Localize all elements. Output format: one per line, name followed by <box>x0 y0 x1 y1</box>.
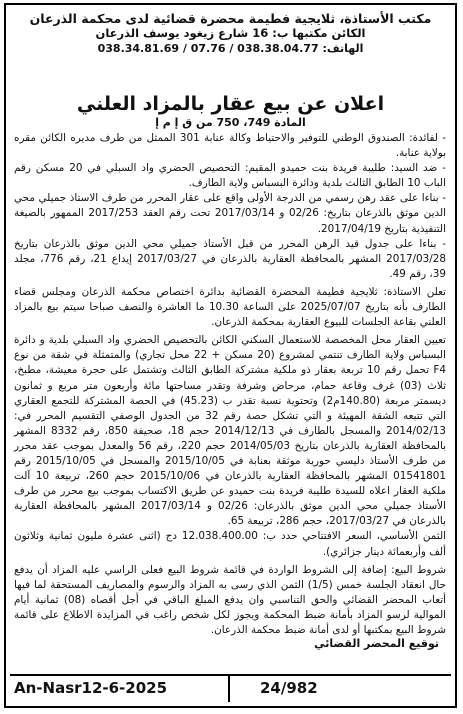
notice-title: اعلان عن بيع عقار بالمزاد العلني <box>76 93 385 115</box>
phone-label: الهاتف: <box>322 42 364 55</box>
starting-price-paragraph: الثمن الأساسي، السعر الافتتاحي حدد ب: 12.038.400.00 دج (اثنى عشرة مليون ثمانية وثلاثون ألف وأربعمائة دينار جزائري). <box>14 530 446 558</box>
phone-numbers: 038.34.81.69 / 07.76 / 038.38.04.77 <box>97 42 319 55</box>
property-description-paragraph: تعيين العقار محل المخصصة للاستعمال السكني الكائن بالتحصيص الحضري واد السبلي بلدية و دائرة البسباس ولاية الطارف تنتمي لمشروع (20 مسكن + 22 محل تجاري) والمتمثلة في شقة من نوع F4 تحمل رقم 10 تربعة بعقار ذو ملكية مشتركة الطابق الثالث وتشتمل على حجرة معيشة، مطبخ، ثلاث (03) غرف وقاعة حمام، مرحاض وشرفة وتقدر مساحتها مائة وأربعون متر مربع و ثمانون ديسمتر مربعة (140.80م2) وتحتوية نسبة تقدر ب (45.23) في الحصة المشتركة للتجمع العقاري التي تتبعه الشقة المهيئة و التي تشكل حصة رقم 32 من الجدول الوصفي التقسيم المحرر في: 2014/02/13 والمسجل بالطارف في 2014/12/13 حجم 18، صحيفة 850، رقم 8332 المشهر بالمحافظة العقارية بالذرعان بتاريخ 2014/05/03 حجم 220، رقم 56 والمعدل بموجب عقد محرر من طرف الأستاذ دليسي حورية موثقة بعنابة في 2015/10/05 والمسجل في 2015/10/05 رقم 01541801 المشهر بالمحافظة العقارية بالذرعان في 2015/10/06 حجم 260، تربيعة 10 آلت ملكية العقار اعلاه للسيدة طليبة فريدة بنت حميدو عن طريق الاكتساب بموجب بيع محرر من طرف الأستاذ جميلي محي الدين موثق بالذرعان: 02/26 و 2017/03/14 المشهر بالمحافظة العقارية بالذرعان في 2017/03/27، حجم 286، تربيعة 65. <box>14 334 447 528</box>
office-phone <box>14 41 447 56</box>
mortgage-registration-paragraph: - بناءا على جدول قيد الرهن المحرر من قبل الأستاذ جميلي محي الدين موثق بالذرعان بتاريخ 2017/03/28 المشهر بالمحافظة العقارية بالذرعان في 2017/03/27 إيداع 21، رقم 776، مجلد 39، رقم 49. <box>14 237 446 280</box>
mortgage-deed-paragraph: - بناءا على عقد رهن رسمي من الدرجة الأولى واقع على عقار المحرر من طرف الاستاذ جميلي محي الدين موثق بالذرعان بتاريخ: 02/26 و 2017/03/14 تحت رقم العقد 2017/253 الممهور بالصيغة التنفيذية بتاريخ 2017/04/19. <box>14 192 446 235</box>
debtor-paragraph: - ضد السيد: طليبة فريدة بنت حميدو المقيم: التحصيص الحضري واد السبلي في 20 مسكن رقم الباب 10 الطابق الثالث بلدية ودائرة البسباس ولاية الطارف. <box>14 162 446 190</box>
office-name: مكتب الأستاذة، ثلايجية فطيمة محضرة قضائية لدى محكمة الذرعان <box>29 11 432 26</box>
auction-announcement-paragraph: تعلن الاستاذة: ثلايجية فطيمة المحضرة القضائية بدائرة اختصاص محكمة الذرعان ومجلس قضاء الطارف بأنه بتاريخ 2025/07/07 على الساعة 10.30 ما العاشرة والنصف صباحا سيتم بيع بالمزاد العلني بقاعة الجلسات للبيوع العقارية بمحكمة الذرعان. <box>14 285 446 329</box>
newspaper-footer <box>10 674 451 702</box>
bailiff-signature: توقيع المحضر القضائي <box>314 637 439 650</box>
ad-reference-number: 24/982 <box>260 679 318 697</box>
notice-body <box>14 131 446 638</box>
edition-label: An-Nasr12-6-2025 <box>14 679 168 697</box>
creditor-paragraph: - لفائدة: الصندوق الوطني للتوفير والاحتياط وكالة عنابة 301 الممثل من طرف مديره الكائن مقره بولاية عنابة. <box>14 132 446 160</box>
legal-notice <box>4 3 457 708</box>
bailiff-office-header <box>14 11 447 56</box>
footer-divider <box>228 676 230 702</box>
office-address: الكائن مكتبها ب: 16 شارع زيغود يوسف الذرعان <box>95 26 366 40</box>
sale-conditions-paragraph: شروط البيع: إضافة إلى الشروط الواردة في قائمة شروط البيع فعلى الراسي عليه المزاد أن يدفع حال انعقاد الجلسة خمس (1/5) الثمن الذي رسى به المزاد والرسوم والمصاريف المستحقة لما فيها أتعاب المحضر القضائي والحق التناسبي وان يدفع المبلغ الباقي في أجل أقصاه (08) ثمانية أيام الموالية لرسو المزاد بأمانة ضبط المحكمة ويجوز لكل شخص راغب في المزايدة الاطلاع على قائمة شروط البيع بمكتبها أو لدى أمانة ضبط محكمة الذرعان. <box>14 563 447 636</box>
legal-article-ref: المادة 749، 750 من ق إ م إ <box>155 116 306 129</box>
